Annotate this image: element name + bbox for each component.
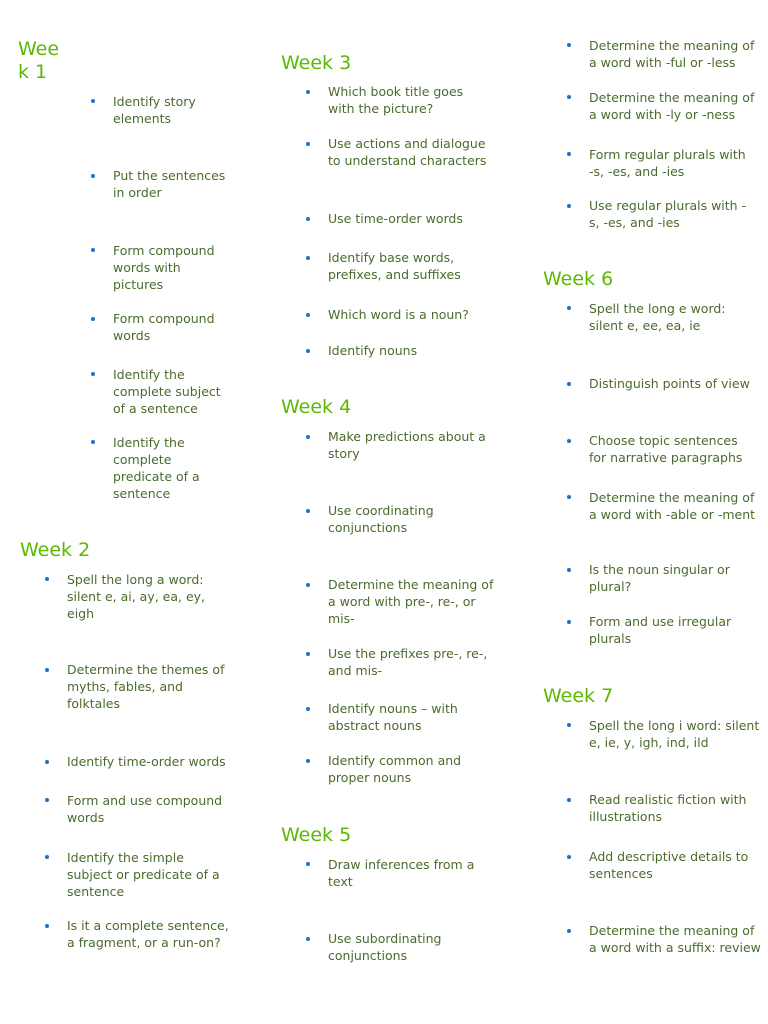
bullet-icon bbox=[306, 142, 310, 146]
week-2-heading: Week 2 bbox=[20, 539, 91, 561]
week-6-item-1: Spell the long e word: silent e, ee, ea, ie bbox=[589, 301, 726, 333]
week-3-item-6: Identify nouns bbox=[328, 343, 418, 358]
week-1-item-3: Form compound words with pictures bbox=[113, 243, 215, 292]
bullet-icon bbox=[567, 495, 571, 499]
week-6-item-2: Distinguish points of view bbox=[589, 376, 750, 391]
bullet-icon bbox=[306, 759, 310, 763]
bullet-icon bbox=[45, 760, 49, 764]
week-7-item-3: Add descriptive details to sentences bbox=[589, 849, 749, 881]
week-4-item-5: Identify nouns – with abstract nouns bbox=[328, 701, 458, 733]
week-5-cont-item-2: Determine the meaning of a word with -ly or -ness bbox=[589, 90, 755, 122]
week-5-cont-item-1: Determine the meaning of a word with -ful or -less bbox=[589, 38, 755, 70]
bullet-icon bbox=[45, 798, 49, 802]
week-2-item-6: Is it a complete sentence, a fragment, or a run-on? bbox=[67, 918, 229, 950]
week-6-heading: Week 6 bbox=[543, 268, 614, 290]
week-4-heading: Week 4 bbox=[281, 396, 352, 418]
week-6-item-6: Form and use irregular plurals bbox=[589, 614, 732, 646]
bullet-icon bbox=[91, 248, 95, 252]
week-5-item-2: Use subordinating conjunctions bbox=[328, 931, 442, 963]
week-5-cont-item-3: Form regular plurals with -s, -es, and -ies bbox=[589, 147, 746, 179]
bullet-icon bbox=[567, 439, 571, 443]
week-1-item-6: Identify the complete predicate of a sentence bbox=[113, 435, 200, 501]
bullet-icon bbox=[45, 924, 49, 928]
week-2-item-4: Form and use compound words bbox=[67, 793, 223, 825]
week-2-item-2: Determine the themes of myths, fables, and folktales bbox=[67, 662, 225, 711]
week-4-item-1: Make predictions about a story bbox=[328, 429, 486, 461]
bullet-icon bbox=[306, 652, 310, 656]
week-6-item-4: Determine the meaning of a word with -able or -ment bbox=[589, 490, 756, 522]
week-3-item-3: Use time-order words bbox=[328, 211, 463, 226]
bullet-icon bbox=[306, 256, 310, 260]
bullet-icon bbox=[567, 95, 571, 99]
bullet-icon bbox=[567, 43, 571, 47]
week-7-item-1: Spell the long i word: silent e, ie, y, igh, ind, ild bbox=[589, 718, 760, 750]
bullet-icon bbox=[306, 707, 310, 711]
bullet-icon bbox=[91, 99, 95, 103]
bullet-icon bbox=[306, 349, 310, 353]
bullet-icon bbox=[567, 855, 571, 859]
week-4-item-4: Use the prefixes pre-, re-, and mis- bbox=[328, 646, 488, 678]
week-1-item-2: Put the sentences in order bbox=[113, 168, 226, 200]
week-2-item-1: Spell the long a word: silent e, ai, ay, ea, ey, eigh bbox=[67, 572, 206, 621]
week-5-cont-item-4: Use regular plurals with -s, -es, and -ies bbox=[589, 198, 747, 230]
week-1-item-1: Identify story elements bbox=[113, 94, 196, 126]
bullet-icon bbox=[91, 440, 95, 444]
week-3-heading: Week 3 bbox=[281, 52, 352, 74]
bullet-icon bbox=[567, 929, 571, 933]
bullet-icon bbox=[306, 583, 310, 587]
week-5-heading: Week 5 bbox=[281, 824, 352, 846]
bullet-icon bbox=[567, 798, 571, 802]
week-3-item-1: Which book title goes with the picture? bbox=[328, 84, 464, 116]
week-5-item-1: Draw inferences from a text bbox=[328, 857, 475, 889]
week-3-item-5: Which word is a noun? bbox=[328, 307, 469, 322]
week-3-item-2: Use actions and dialogue to understand characters bbox=[328, 136, 487, 168]
week-1-heading: Wee k 1 bbox=[18, 38, 60, 83]
bullet-icon bbox=[45, 855, 49, 859]
bullet-icon bbox=[567, 568, 571, 572]
week-4-item-2: Use coordinating conjunctions bbox=[328, 503, 434, 535]
bullet-icon bbox=[306, 862, 310, 866]
bullet-icon bbox=[91, 372, 95, 376]
bullet-icon bbox=[567, 723, 571, 727]
bullet-icon bbox=[91, 317, 95, 321]
bullet-icon bbox=[306, 217, 310, 221]
bullet-icon bbox=[306, 313, 310, 317]
week-7-heading: Week 7 bbox=[543, 685, 614, 707]
week-2-item-5: Identify the simple subject or predicate of a sentence bbox=[67, 850, 220, 899]
bullet-icon bbox=[567, 382, 571, 386]
week-2-item-3: Identify time-order words bbox=[67, 754, 226, 769]
bullet-icon bbox=[567, 204, 571, 208]
week-7-item-2: Read realistic fiction with illustrations bbox=[589, 792, 747, 824]
bullet-icon bbox=[91, 174, 95, 178]
week-6-item-5: Is the noun singular or plural? bbox=[589, 562, 730, 594]
week-1-item-4: Form compound words bbox=[113, 311, 215, 343]
bullet-icon bbox=[306, 509, 310, 513]
week-4-item-3: Determine the meaning of a word with pre-, re-, or mis- bbox=[328, 577, 494, 626]
week-6-item-3: Choose topic sentences for narrative paragraphs bbox=[589, 433, 743, 465]
bullet-icon bbox=[567, 620, 571, 624]
week-1-item-5: Identify the complete subject of a sentence bbox=[113, 367, 221, 416]
bullet-icon bbox=[567, 306, 571, 310]
bullet-icon bbox=[306, 435, 310, 439]
week-3-item-4: Identify base words, prefixes, and suffixes bbox=[328, 250, 461, 282]
week-7-item-4: Determine the meaning of a word with a suffix: review bbox=[589, 923, 761, 955]
bullet-icon bbox=[306, 90, 310, 94]
bullet-icon bbox=[306, 937, 310, 941]
week-4-item-6: Identify common and proper nouns bbox=[328, 753, 462, 785]
bullet-icon bbox=[567, 152, 571, 156]
bullet-icon bbox=[45, 668, 49, 672]
bullet-icon bbox=[45, 577, 49, 581]
